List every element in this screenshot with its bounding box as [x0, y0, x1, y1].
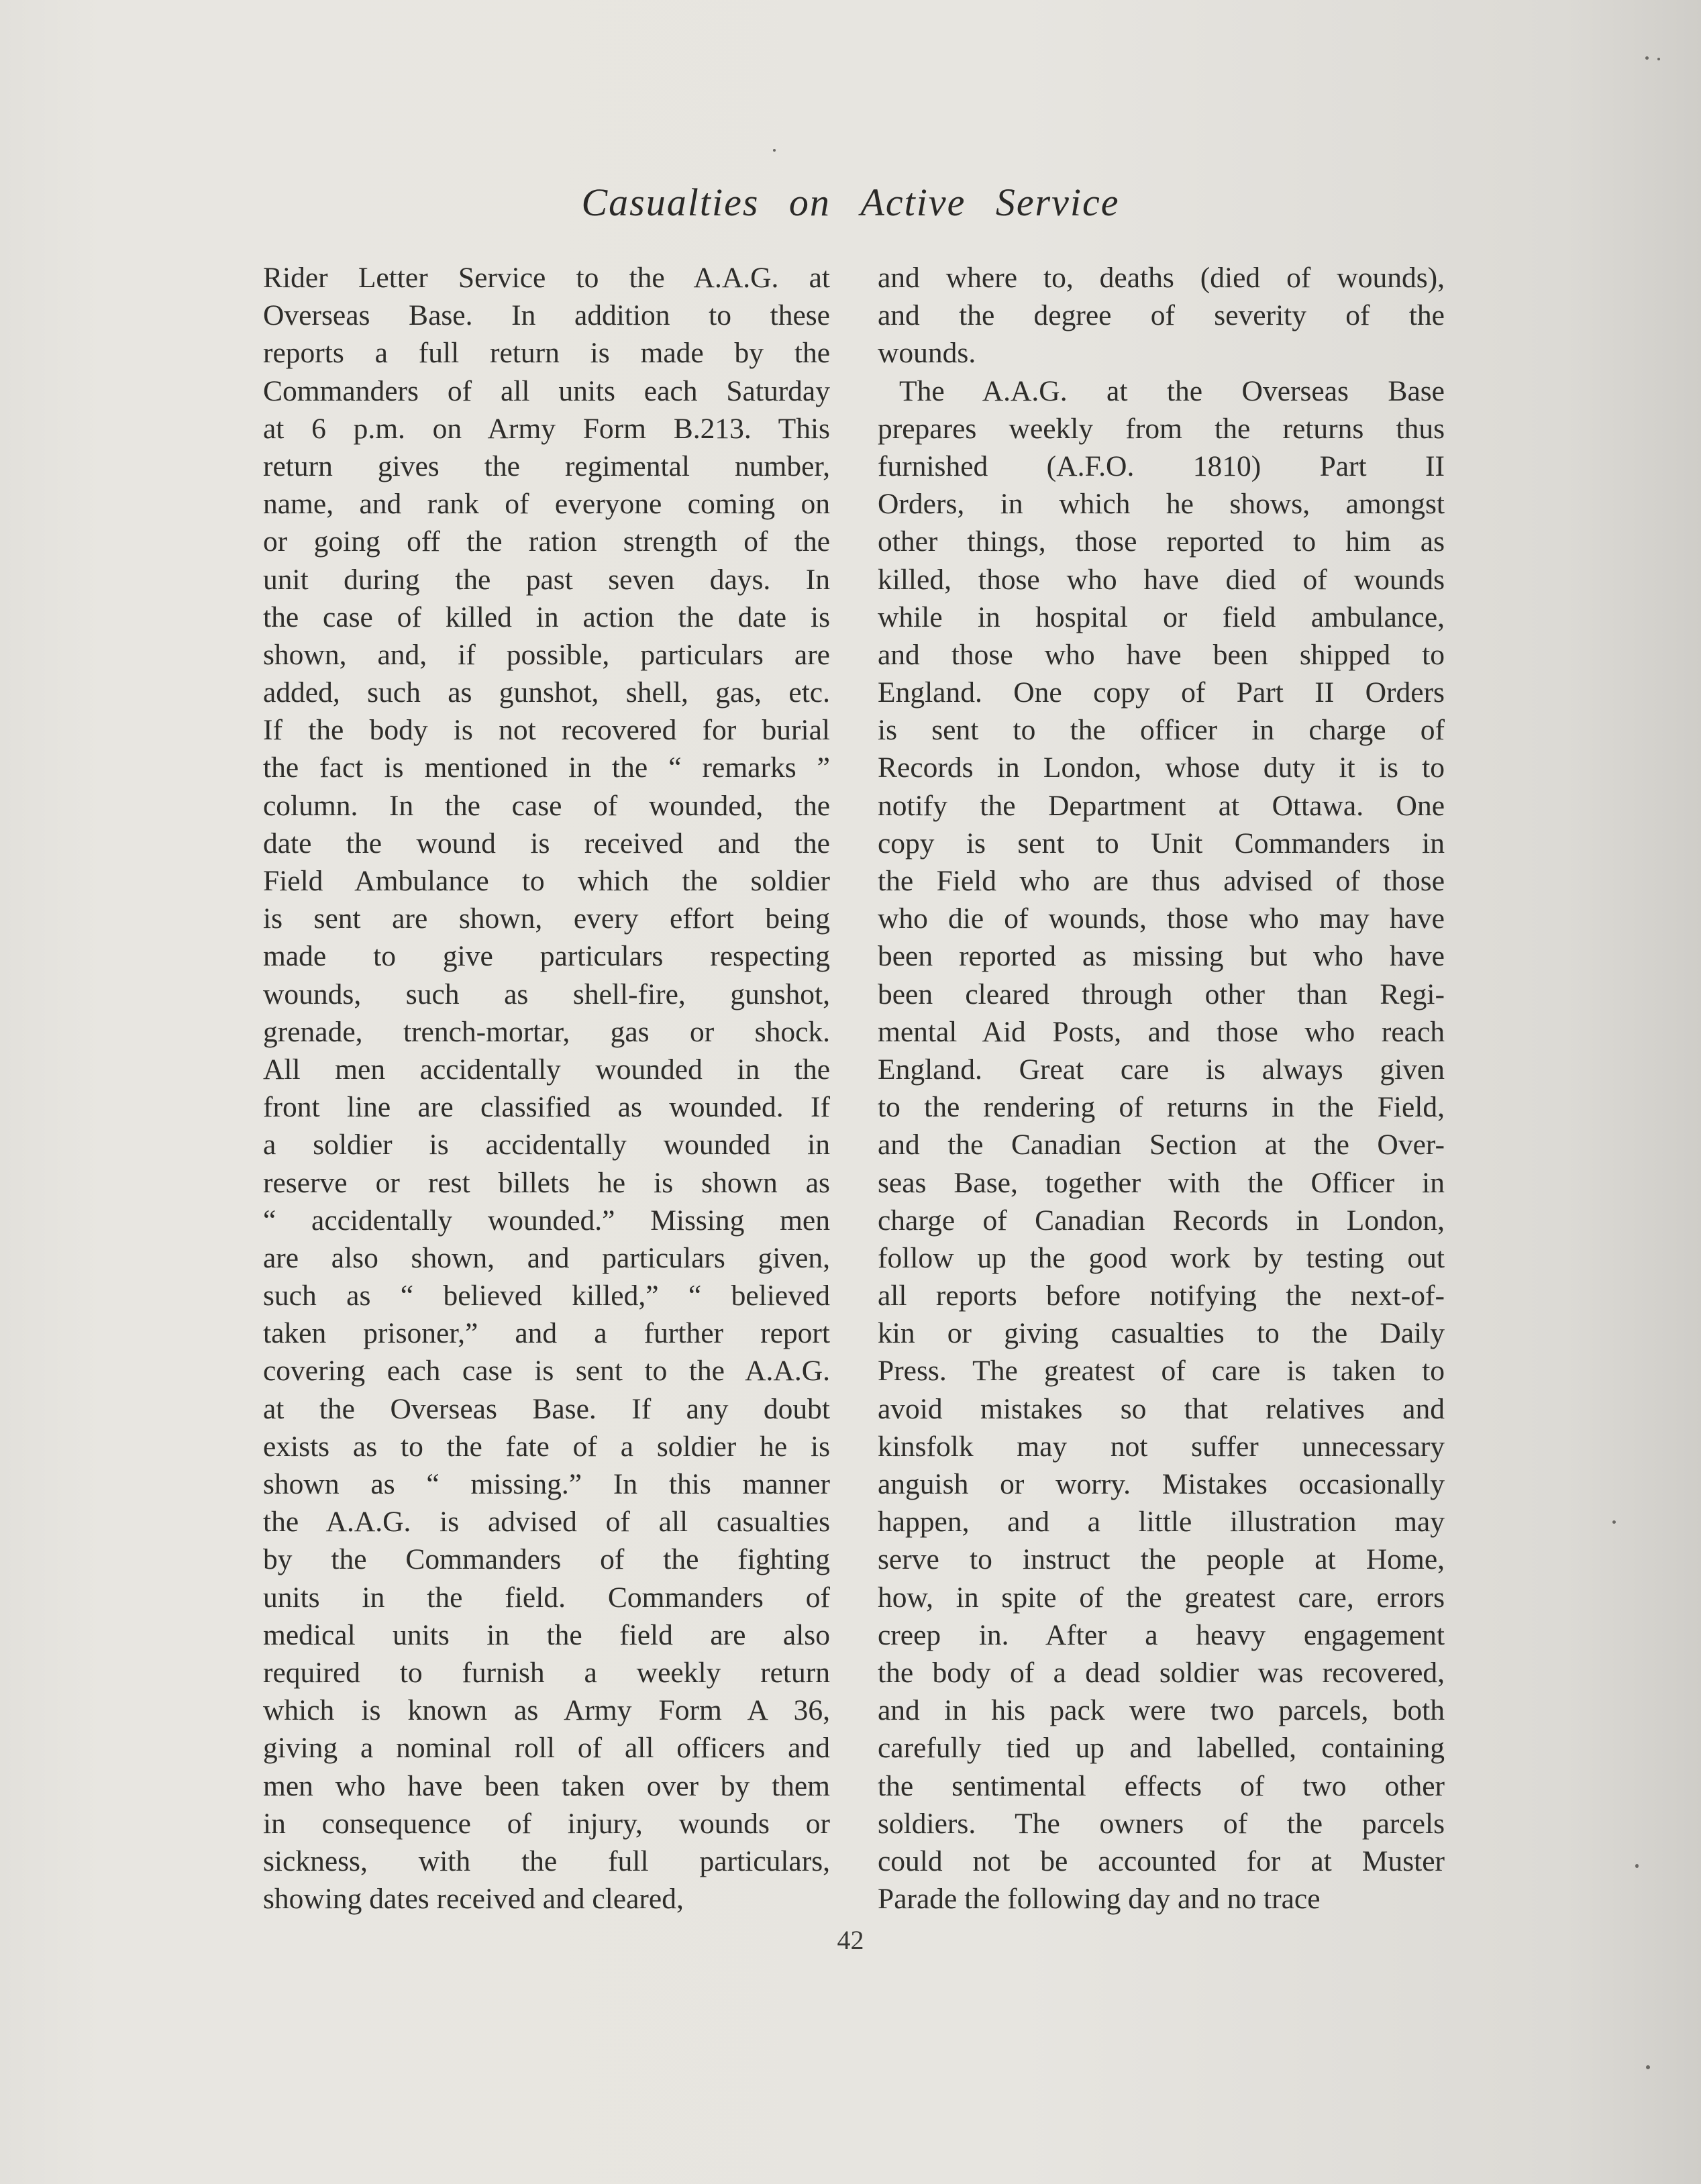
text-line: to the rendering of returns in the Field,	[878, 1091, 1445, 1124]
text-line: wounds, such as shell-fire, gunshot,	[263, 978, 830, 1010]
paper-speck	[1612, 1520, 1616, 1524]
text-line: and in his pack were two parcels, both	[878, 1694, 1445, 1727]
text-line: the A.A.G. is advised of all casualties	[263, 1506, 830, 1539]
text-line: carefully tied up and labelled, containing	[878, 1732, 1445, 1765]
text-line: furnished (A.F.O. 1810) Part II	[878, 450, 1445, 482]
text-line: shown, and, if possible, particulars are	[263, 638, 830, 671]
text-line: at the Overseas Base. If any doubt	[263, 1392, 830, 1425]
left-text-column	[263, 259, 830, 1918]
text-line: England. One copy of Part II Orders	[878, 676, 1445, 709]
paper-speck	[1657, 58, 1660, 60]
paper-speck	[1635, 1864, 1639, 1868]
text-line: mental Aid Posts, and those who reach	[878, 1015, 1445, 1048]
text-line: added, such as gunshot, shell, gas, etc.	[263, 676, 830, 709]
text-line: wounds.	[878, 337, 976, 370]
running-head-word: Active	[860, 180, 966, 224]
text-line: happen, and a little illustration may	[878, 1506, 1445, 1539]
text-line: front line are classified as wounded. If	[263, 1091, 830, 1124]
page-number: 42	[837, 1925, 864, 1955]
text-line: Rider Letter Service to the A.A.G. at	[263, 262, 830, 294]
text-line: All men accidentally wounded in the	[263, 1053, 830, 1086]
text-line: reserve or rest billets he is shown as	[263, 1166, 830, 1199]
text-line: reports a full return is made by the	[263, 337, 830, 370]
text-line: notify the Department at Ottawa. One	[878, 789, 1445, 822]
running-head-word: Service	[995, 180, 1120, 224]
text-line: and the degree of severity of the	[878, 299, 1445, 332]
running-head-word: Casualties	[581, 180, 760, 224]
paper-speck	[773, 149, 776, 152]
text-line: grenade, trench-mortar, gas or shock.	[263, 1015, 830, 1048]
text-line: Parade the following day and no trace	[878, 1883, 1321, 1916]
text-line: and the Canadian Section at the Over-	[878, 1129, 1445, 1161]
text-line: copy is sent to Unit Commanders in	[878, 827, 1445, 860]
text-line: sickness, with the full particulars,	[263, 1844, 830, 1877]
text-line: The A.A.G. at the Overseas Base	[899, 374, 1445, 407]
text-line: “ accidentally wounded.” Missing men	[263, 1204, 830, 1237]
text-line: follow up the good work by testing out	[878, 1241, 1445, 1274]
text-line: been cleared through other than Regi-	[878, 978, 1445, 1010]
text-line: is sent are shown, every effort being	[263, 902, 830, 935]
text-line: required to furnish a weekly return	[263, 1656, 830, 1689]
text-line: date the wound is received and the	[263, 827, 830, 860]
text-line: the body of a dead soldier was recovered,	[878, 1656, 1445, 1689]
right-text-column	[878, 259, 1445, 1918]
text-line: Records in London, whose duty it is to	[878, 751, 1445, 784]
text-line: while in hospital or field ambulance,	[878, 601, 1445, 633]
text-line: been reported as missing but who have	[878, 940, 1445, 973]
paper-speck	[1646, 2065, 1650, 2069]
text-line: If the body is not recovered for burial	[263, 714, 830, 747]
text-line: at 6 p.m. on Army Form B.213. This	[263, 412, 830, 445]
text-line: kinsfolk may not suffer unnecessary	[878, 1430, 1445, 1463]
text-line: how, in spite of the greatest care, errors	[878, 1581, 1445, 1614]
text-line: killed, those who have died of wounds	[878, 563, 1445, 596]
text-line: Overseas Base. In addition to these	[263, 299, 830, 332]
text-line: covering each case is sent to the A.A.G.	[263, 1355, 830, 1388]
text-line: serve to instruct the people at Home,	[878, 1543, 1445, 1576]
text-line: Commanders of all units each Saturday	[263, 374, 830, 407]
text-line: the fact is mentioned in the “ remarks ”	[263, 751, 830, 784]
text-line: England. Great care is always given	[878, 1053, 1445, 1086]
text-line: name, and rank of everyone coming on	[263, 488, 830, 521]
text-line: men who have been taken over by them	[263, 1769, 830, 1802]
paper-speck	[1645, 56, 1649, 60]
text-line: a soldier is accidentally wounded in	[263, 1129, 830, 1161]
text-line: the sentimental effects of two other	[878, 1769, 1445, 1802]
text-line: the case of killed in action the date is	[263, 601, 830, 633]
running-head-word: on	[788, 180, 831, 224]
text-line: units in the field. Commanders of	[263, 1581, 830, 1614]
text-line: showing dates received and cleared,	[263, 1883, 684, 1916]
text-line: unit during the past seven days. In	[263, 563, 830, 596]
text-line: Orders, in which he shows, amongst	[878, 488, 1445, 521]
text-line: could not be accounted for at Muster	[878, 1844, 1445, 1877]
text-line: all reports before notifying the next-of-	[878, 1280, 1445, 1312]
text-line: medical units in the field are also	[263, 1618, 830, 1651]
text-line: avoid mistakes so that relatives and	[878, 1392, 1445, 1425]
text-line: which is known as Army Form A 36,	[263, 1694, 830, 1727]
text-line: other things, those reported to him as	[878, 525, 1445, 558]
text-line: the Field who are thus advised of those	[878, 865, 1445, 897]
text-line: taken prisoner,” and a further report	[263, 1317, 830, 1350]
text-line: anguish or worry. Mistakes occasionally	[878, 1468, 1445, 1500]
text-line: seas Base, together with the Officer in	[878, 1166, 1445, 1199]
text-line: made to give particulars respecting	[263, 940, 830, 973]
text-line: is sent to the officer in charge of	[878, 714, 1445, 747]
running-head	[0, 180, 1701, 225]
text-line: prepares weekly from the returns thus	[878, 412, 1445, 445]
text-line: in consequence of injury, wounds or	[263, 1807, 830, 1840]
text-line: who die of wounds, those who may have	[878, 902, 1445, 935]
text-line: or going off the ration strength of the	[263, 525, 830, 558]
text-line: kin or giving casualties to the Daily	[878, 1317, 1445, 1350]
text-line: giving a nominal roll of all officers and	[263, 1732, 830, 1765]
text-line: and where to, deaths (died of wounds),	[878, 262, 1445, 294]
text-line: creep in. After a heavy engagement	[878, 1618, 1445, 1651]
text-line: Press. The greatest of care is taken to	[878, 1355, 1445, 1388]
text-line: shown as “ missing.” In this manner	[263, 1468, 830, 1500]
text-line: soldiers. The owners of the parcels	[878, 1807, 1445, 1840]
text-line: such as “ believed killed,” “ believed	[263, 1280, 830, 1312]
text-line: are also shown, and particulars given,	[263, 1241, 830, 1274]
text-line: return gives the regimental number,	[263, 450, 830, 482]
text-line: and those who have been shipped to	[878, 638, 1445, 671]
text-line: Field Ambulance to which the soldier	[263, 865, 830, 897]
text-line: by the Commanders of the fighting	[263, 1543, 830, 1576]
text-line: exists as to the fate of a soldier he is	[263, 1430, 830, 1463]
text-line: column. In the case of wounded, the	[263, 789, 830, 822]
text-line: charge of Canadian Records in London,	[878, 1204, 1445, 1237]
